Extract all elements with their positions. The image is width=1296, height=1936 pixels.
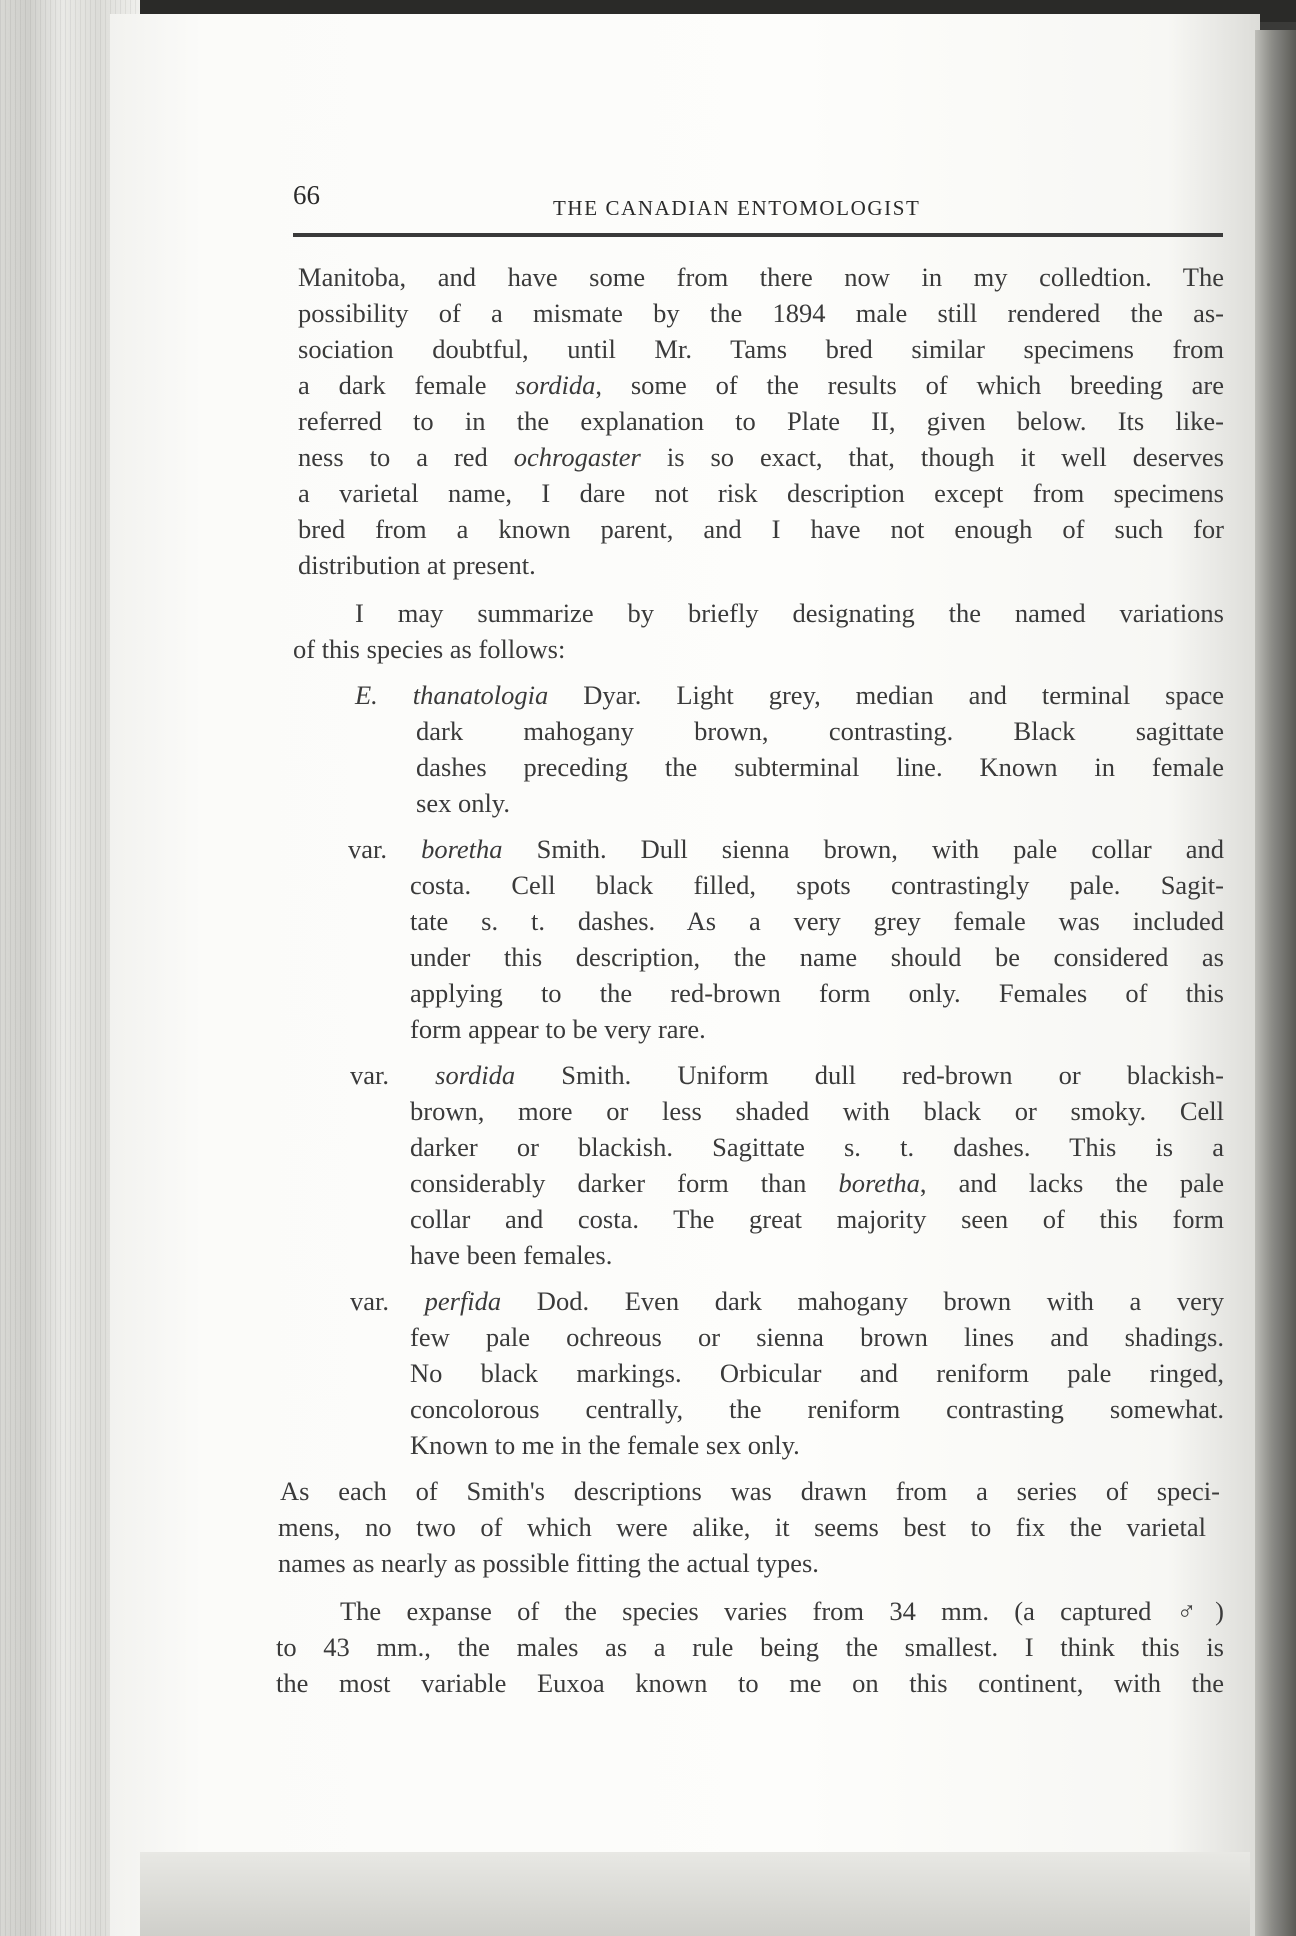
journal-title: THE CANADIAN ENTOMOLOGIST: [553, 196, 921, 220]
text-line: Manitoba, and have some from there now in my colledtion. The: [298, 262, 1224, 292]
text-line: sociation doubtful, until Mr. Tams bred similar specimens from: [298, 334, 1224, 364]
text-line: a dark female sordida, some of the results of which breeding are: [298, 370, 1224, 400]
text-line: applying to the red-brown form only. Females of this: [410, 978, 1224, 1008]
text-line: ness to a red ochrogaster is so exact, that, though it well deserves: [298, 442, 1224, 472]
text-line: collar and costa. The great majority seen of this form: [410, 1204, 1224, 1234]
text-line: have been females.: [410, 1240, 613, 1270]
text-line: No black markings. Orbicular and reniform pale ringed,: [410, 1358, 1224, 1388]
text-line: the most variable Euxoa known to me on this continent, with the: [276, 1668, 1224, 1698]
text-line: of this species as follows:: [293, 634, 566, 664]
text-line: Known to me in the female sex only.: [410, 1430, 800, 1460]
page-number: 66: [293, 180, 320, 210]
text-line: var. boretha Smith. Dull sienna brown, with pale collar and: [348, 834, 1225, 864]
text-line: distribution at present.: [298, 550, 536, 580]
text-line: I may summarize by briefly designating the named variations: [355, 598, 1224, 628]
text-line: considerably darker form than boretha, and lacks the pale: [410, 1168, 1224, 1198]
text-line: concolorous centrally, the reniform contrasting somewhat.: [410, 1394, 1224, 1424]
text-line: tate s. t. dashes. As a very grey female was included: [410, 906, 1224, 936]
page-edge-shadow: [1255, 30, 1296, 1936]
text-line: mens, no two of which were alike, it seems best to fix the varietal: [278, 1512, 1206, 1542]
header-rule: [293, 233, 1223, 237]
text-line: var. perfida Dod. Even dark mahogany brown with a very: [350, 1286, 1225, 1316]
text-line: brown, more or less shaded with black or smoky. Cell: [410, 1096, 1224, 1126]
bottom-page-band: [140, 1852, 1250, 1936]
text-line: to 43 mm., the males as a rule being the smallest. I think this is: [276, 1632, 1224, 1662]
text-line: darker or blackish. Sagittate s. t. dashes. This is a: [410, 1132, 1224, 1162]
text-line: few pale ochreous or sienna brown lines and shadings.: [410, 1322, 1224, 1352]
text-line: names as nearly as possible fitting the actual types.: [278, 1548, 819, 1578]
text-line: referred to in the explanation to Plate II, given below. Its like-: [298, 406, 1224, 436]
running-header: [293, 180, 1223, 224]
text-line: dark mahogany brown, contrasting. Black sagittate: [416, 716, 1224, 746]
text-line: dashes preceding the subterminal line. Known in female: [416, 752, 1224, 782]
text-line: The expanse of the species varies from 34 mm. (a captured ♂): [340, 1596, 1224, 1626]
text-line: var. sordida Smith. Uniform dull red-brown or blackish-: [350, 1060, 1224, 1090]
text-line: sex only.: [416, 788, 510, 818]
text-line: costa. Cell black filled, spots contrastingly pale. Sagit-: [410, 870, 1224, 900]
text-line: E. thanatologia Dyar. Light grey, median and terminal space: [355, 680, 1225, 710]
text-line: As each of Smith's descriptions was drawn from a series of speci-: [280, 1476, 1220, 1506]
text-line: possibility of a mismate by the 1894 male still rendered the as-: [298, 298, 1224, 328]
text-line: form appear to be very rare.: [410, 1014, 706, 1044]
text-line: bred from a known parent, and I have not enough of such for: [298, 514, 1224, 544]
text-line: a varietal name, I dare not risk description except from specimens: [298, 478, 1224, 508]
text-line: under this description, the name should be considered as: [410, 942, 1224, 972]
